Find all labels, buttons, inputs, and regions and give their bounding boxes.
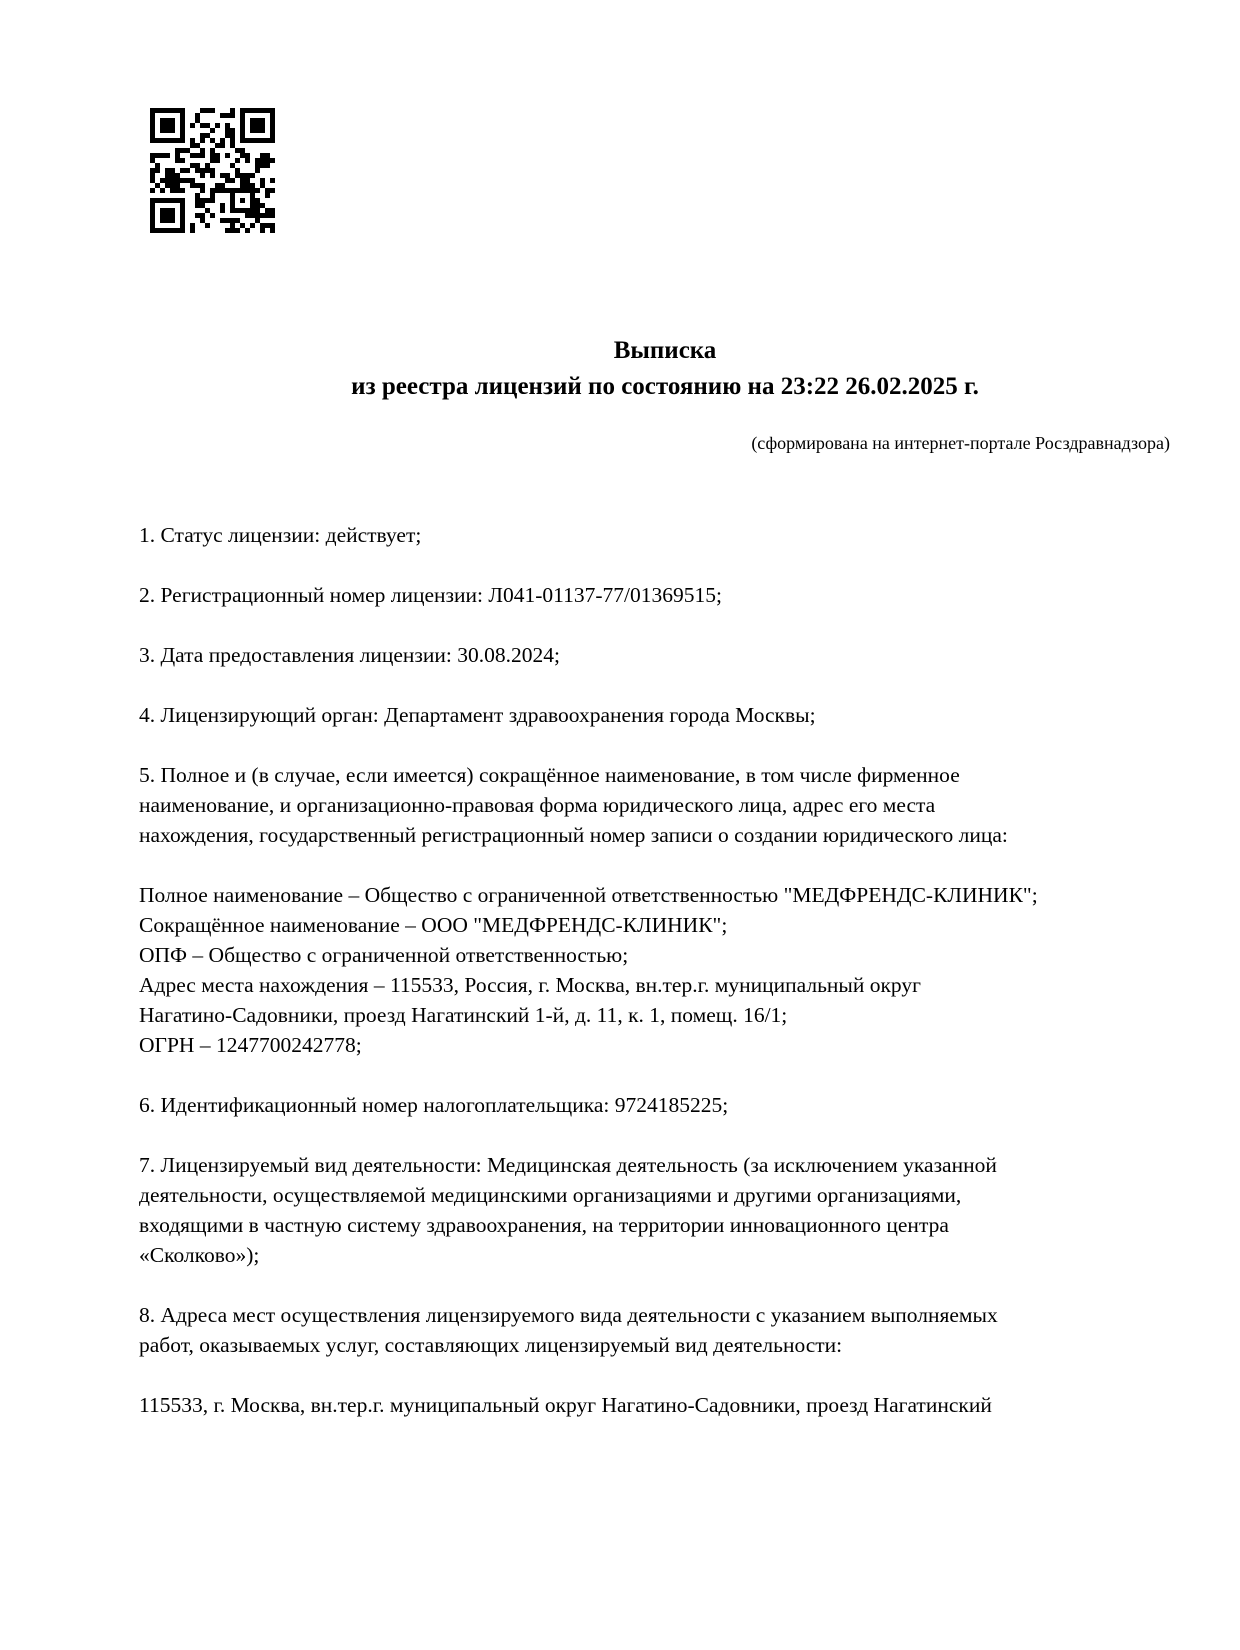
text-line: нахождения, государственный регистрационный номер записи о создании юридического лица: [139,823,1008,847]
paragraph [139,1300,1179,1360]
text-line: 4. Лицензирующий орган: Департамент здравоохранения города Москвы; [139,703,816,727]
text-line: деятельности, осуществляемой медицинскими организациями и другими организациями, [139,1183,962,1207]
paragraph [139,1090,1179,1120]
title-line-1: Выписка [613,337,717,364]
text-line: Полное наименование – Общество с ограниченной ответственностью "МЕДФРЕНДС-КЛИНИК"; [139,883,1038,907]
paragraph [139,640,1179,670]
document-body [139,520,1179,1420]
document-title [205,333,1125,405]
generated-note: (сформирована на интернет-портале Росздравнадзора) [751,433,1170,453]
paragraph [139,700,1179,730]
text-line: Нагатино-Садовники, проезд Нагатинский 1-й, д. 11, к. 1, помещ. 16/1; [139,1003,788,1027]
text-line: 8. Адреса мест осуществления лицензируемого вида деятельности с указанием выполняемых [139,1303,998,1327]
text-line: 115533, г. Москва, вн.тер.г. муниципальный округ Нагатино-Садовники, проезд Нагатинский [139,1393,992,1417]
qr-code-icon [150,108,275,233]
text-line: Сокращённое наименование – ООО "МЕДФРЕНДС-КЛИНИК"; [139,913,728,937]
text-line: 6. Идентификационный номер налогоплательщика: 9724185225; [139,1093,729,1117]
text-line: Адрес места нахождения – 115533, Россия, г. Москва, вн.тер.г. муниципальный округ [139,973,921,997]
text-line: входящими в частную систему здравоохранения, на территории инновационного центра [139,1213,949,1237]
text-line: 2. Регистрационный номер лицензии: Л041-01137-77/01369515; [139,583,722,607]
paragraph [139,1150,1179,1270]
paragraph [139,760,1179,850]
text-line: наименование, и организационно-правовая форма юридического лица, адрес его места [139,793,936,817]
paragraph [139,520,1179,550]
paragraph [139,880,1179,1060]
text-line: ОГРН – 1247700242778; [139,1033,362,1057]
text-line: 7. Лицензируемый вид деятельности: Медицинская деятельность (за исключением указанной [139,1153,997,1177]
text-line: «Сколково»); [139,1243,260,1267]
paragraph [139,1390,1179,1420]
text-line: 1. Статус лицензии: действует; [139,523,422,547]
paragraph [139,580,1179,610]
text-line: ОПФ – Общество с ограниченной ответственностью; [139,943,629,967]
text-line: 5. Полное и (в случае, если имеется) сокращённое наименование, в том числе фирменное [139,763,960,787]
title-line-2: из реестра лицензий по состоянию на 23:22 26.02.2025 г. [351,373,979,400]
text-line: 3. Дата предоставления лицензии: 30.08.2024; [139,643,560,667]
text-line: работ, оказываемых услуг, составляющих лицензируемый вид деятельности: [139,1333,843,1357]
